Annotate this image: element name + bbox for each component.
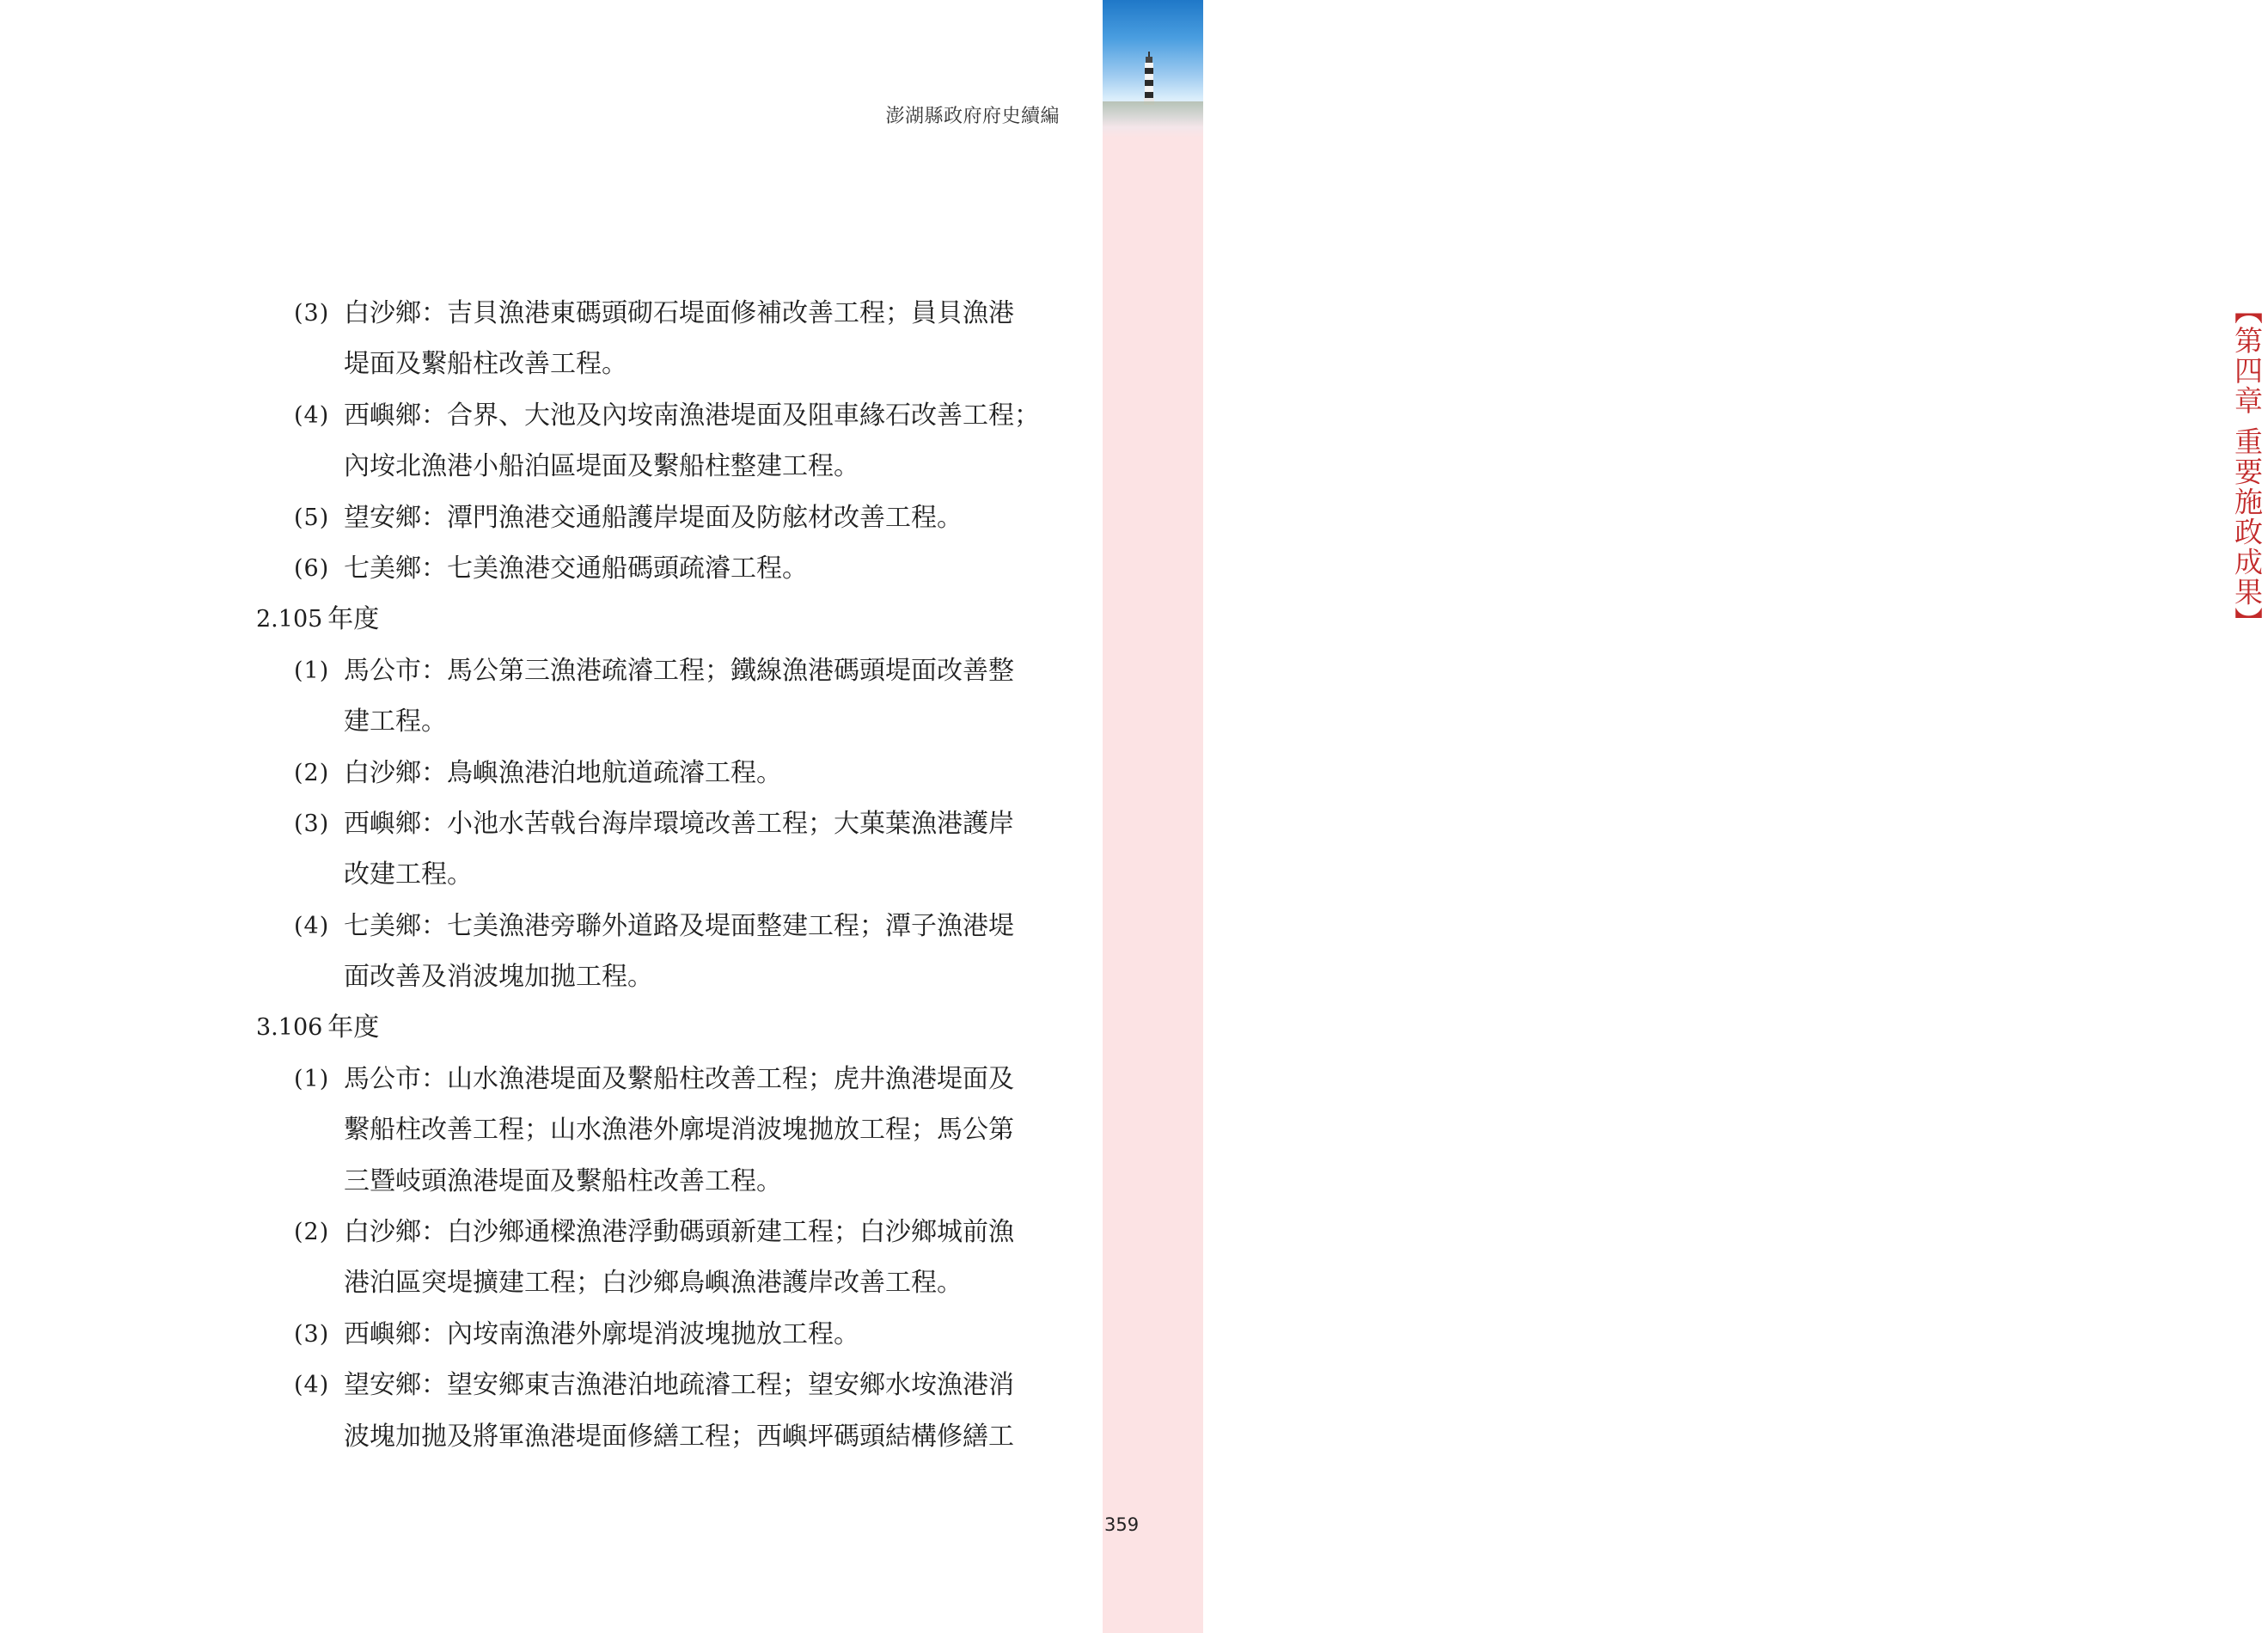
line-text: 面改善及消波塊加拋工程。 xyxy=(344,962,653,993)
list-item-continuation xyxy=(256,1411,1064,1462)
line-text: 年度 xyxy=(327,604,380,635)
line-text: 改建工程。 xyxy=(344,859,473,890)
line-text: 繫船柱改善工程；山水漁港外廓堤消波塊拋放工程；馬公第 xyxy=(344,1115,1014,1146)
line-text: 望安鄉：望安鄉東吉漁港泊地疏濬工程；望安鄉水垵漁港消 xyxy=(344,1370,1014,1401)
list-item-continuation xyxy=(256,1257,1064,1308)
line-text: 年度 xyxy=(327,1012,380,1043)
list-item xyxy=(256,1207,1064,1257)
list-item xyxy=(256,543,1064,594)
item-number: (4) xyxy=(294,401,330,429)
line-text: 望安鄉：潭門漁港交通船護岸堤面及防舷材改善工程。 xyxy=(344,502,963,533)
list-item xyxy=(256,1054,1064,1104)
line-text: 建工程。 xyxy=(344,706,447,737)
line-text: 三暨岐頭漁港堤面及繫船柱改善工程。 xyxy=(344,1165,782,1196)
list-item-continuation xyxy=(256,441,1064,492)
item-number: (2) xyxy=(294,1219,330,1246)
list-item-continuation xyxy=(256,849,1064,900)
list-item xyxy=(256,288,1064,339)
list-item xyxy=(256,645,1064,696)
line-text: 白沙鄉：白沙鄉通樑漁港浮動碼頭新建工程；白沙鄉城前漁 xyxy=(344,1217,1014,1248)
item-number: (2) xyxy=(294,759,330,786)
list-item-continuation xyxy=(256,696,1064,747)
item-number: (3) xyxy=(294,810,330,837)
year-heading xyxy=(256,1002,1064,1053)
line-text: 西嶼鄉：小池水苦戟台海岸環境改善工程；大菓葉漁港護岸 xyxy=(344,808,1014,839)
line-text: 西嶼鄉：合界、大池及內垵南漁港堤面及阻車緣石改善工程； xyxy=(344,400,1040,431)
item-number: (1) xyxy=(294,1065,330,1092)
line-text: 波塊加拋及將軍漁港堤面修繕工程；西嶼坪碼頭結構修繕工 xyxy=(344,1421,1014,1452)
line-text: 西嶼鄉：內垵南漁港外廓堤消波塊拋放工程。 xyxy=(344,1318,859,1349)
lighthouse-photo xyxy=(1103,0,1203,138)
list-item xyxy=(256,1360,1064,1410)
item-number: (3) xyxy=(294,1320,330,1348)
year-number: 2.105 xyxy=(256,606,323,633)
list-item-continuation xyxy=(256,951,1064,1002)
list-item-continuation xyxy=(256,1156,1064,1207)
list-item xyxy=(256,1309,1064,1360)
item-number: (4) xyxy=(294,912,330,939)
list-item xyxy=(256,492,1064,543)
line-text: 七美鄉：七美漁港旁聯外道路及堤面整建工程；潭子漁港堤 xyxy=(344,910,1014,941)
item-number: (3) xyxy=(294,300,330,327)
running-header: 澎湖縣政府府史續編 xyxy=(885,106,1060,127)
list-item-continuation xyxy=(256,339,1064,389)
coastline-land xyxy=(1103,101,1203,127)
line-text: 七美鄉：七美漁港交通船碼頭疏濬工程。 xyxy=(344,553,808,584)
list-item-continuation xyxy=(256,1104,1064,1155)
line-text: 馬公市：馬公第三漁港疏濬工程；鐵線漁港碼頭堤面改善整 xyxy=(344,655,1014,686)
year-number: 3.106 xyxy=(256,1014,323,1042)
list-item xyxy=(256,901,1064,951)
list-item xyxy=(256,390,1064,441)
line-text: 馬公市：山水漁港堤面及繫船柱改善工程；虎井漁港堤面及 xyxy=(344,1063,1014,1094)
chapter-label: 【第四章 重要施政成果】 xyxy=(2230,296,2264,638)
line-text: 白沙鄉：吉貝漁港東碼頭砌石堤面修補改善工程；員貝漁港 xyxy=(344,298,1014,328)
year-heading xyxy=(256,594,1064,645)
item-number: (6) xyxy=(294,554,330,582)
line-text: 堤面及繫船柱改善工程。 xyxy=(344,349,627,380)
line-text: 港泊區突堤擴建工程；白沙鄉鳥嶼漁港護岸改善工程。 xyxy=(344,1268,963,1299)
list-item xyxy=(256,748,1064,798)
item-number: (4) xyxy=(294,1372,330,1399)
item-number: (1) xyxy=(294,657,330,684)
line-text: 內垵北漁港小船泊區堤面及繫船柱整建工程。 xyxy=(344,451,859,482)
line-text: 白沙鄉：鳥嶼漁港泊地航道疏濬工程。 xyxy=(344,757,782,788)
chapter-sidebar xyxy=(1103,0,2264,1633)
page-number: 359 xyxy=(1104,1514,1140,1535)
body-text xyxy=(256,288,1064,1462)
list-item xyxy=(256,798,1064,849)
item-number: (5) xyxy=(294,504,330,531)
